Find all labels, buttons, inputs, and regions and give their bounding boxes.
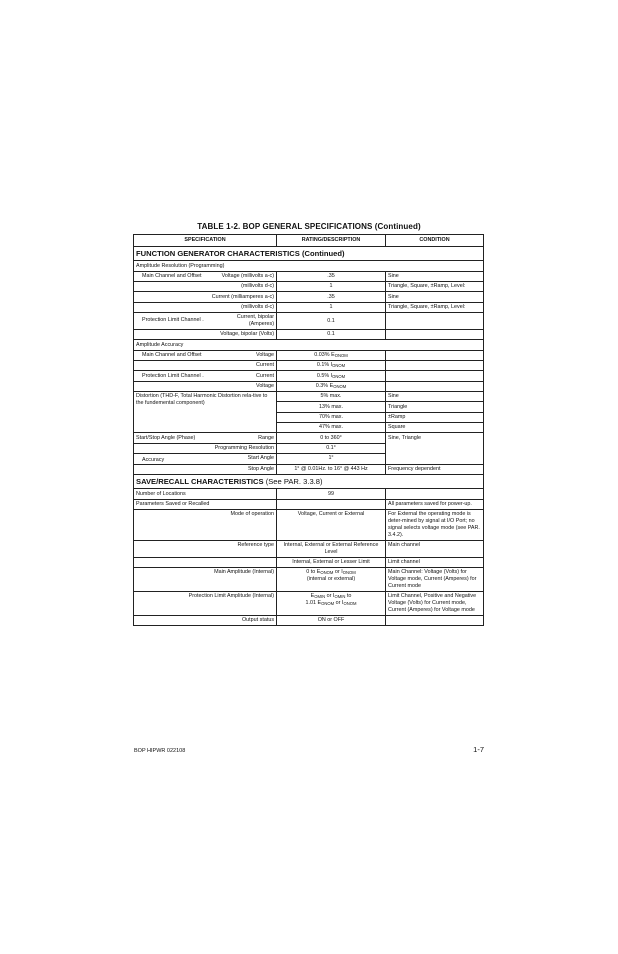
- parameter: Voltage (millivolts a-c): [209, 271, 277, 281]
- page-number: 1-7: [473, 745, 484, 754]
- table-header-row: [134, 235, 484, 247]
- rating: 0.1°: [277, 443, 386, 453]
- condition: Triangle, Square, ±Ramp, Level:: [386, 281, 484, 291]
- parameter: Voltage: [209, 350, 277, 360]
- parameter: Programming Resolution: [134, 443, 277, 453]
- condition: Sine: [386, 392, 484, 402]
- table-row: [134, 271, 484, 281]
- table-row: [134, 330, 484, 340]
- table-row: [134, 381, 484, 391]
- parameter: Protection Limit Amplitude (Internal): [134, 591, 277, 615]
- document-id: BOP HIPWR 022108: [134, 748, 186, 754]
- condition: Sine: [386, 271, 484, 281]
- parameter: Mode of operation: [209, 510, 277, 541]
- rating: 5% max.: [277, 392, 386, 402]
- table-title: TABLE 1-2. BOP GENERAL SPECIFICATIONS (Continued): [197, 222, 421, 231]
- sub-label: Main Channel and Offset: [134, 271, 209, 281]
- rating: 0.1: [277, 330, 386, 340]
- rating: .35: [277, 271, 386, 281]
- section-heading: SAVE/RECALL CHARACTERISTICS (See PAR. 3.3.8): [134, 474, 484, 488]
- condition: ±Ramp: [386, 412, 484, 422]
- rating: Voltage, Current or External: [277, 510, 386, 541]
- condition: Triangle: [386, 402, 484, 412]
- group-label: Distortion (THD-F, Total Harmonic Distortion rela-tive to the fundemental component): [134, 392, 277, 433]
- rating: 0 to 360°: [277, 433, 386, 443]
- rating: 0.03% $E_{ONOM}$: [277, 350, 386, 360]
- table-row: [134, 510, 484, 541]
- condition: Main channel: [386, 540, 484, 557]
- parameter: Reference type: [209, 540, 277, 557]
- rating: 0.3% $E_{ONOM}$: [277, 381, 386, 391]
- condition: Square: [386, 423, 484, 433]
- rating: Internal, External or External Reference Level: [277, 540, 386, 557]
- group-label: Number of Locations: [134, 489, 277, 499]
- condition: Frequency dependent: [386, 464, 484, 474]
- header-condition: CONDITION: [386, 235, 484, 247]
- specifications-table: [133, 234, 484, 626]
- group-label: Amplitude Accuracy: [134, 340, 484, 350]
- condition: For External the operating mode is deter-mined by signal at I/O Port; no signal selects voltage mode (see PAR. 3.4.2).: [386, 510, 484, 541]
- rating: 0.1: [277, 312, 386, 329]
- table-row: [134, 281, 484, 291]
- group-label: Start/Stop Angle (Phase): [134, 433, 209, 443]
- section-function-generator: [134, 246, 484, 260]
- rating: 13% max.: [277, 402, 386, 412]
- parameter: Current, bipolar (Amperes): [209, 312, 277, 329]
- table-row: [134, 591, 484, 615]
- rating: 1: [277, 302, 386, 312]
- condition: Main Channel: Voltage (Volts) for Voltage mode, Current (Amperes) for Current mode: [386, 568, 484, 592]
- parameter: Range: [209, 433, 277, 443]
- table-row: [134, 350, 484, 360]
- parameter: Voltage, bipolar (Volts): [209, 330, 277, 340]
- parameter: Start Angle: [209, 454, 277, 464]
- parameter: Current: [209, 371, 277, 381]
- sub-label: Accuracy: [134, 454, 209, 464]
- sub-label: Main Channel and Offset: [134, 350, 209, 360]
- table-row: [134, 302, 484, 312]
- rating: Internal, External or Lesser Limit: [277, 557, 386, 567]
- header-rating: RATING/DESCRIPTION: [277, 235, 386, 247]
- condition: Triangle, Square, ±Ramp, Level:: [386, 302, 484, 312]
- rating: 0.5% $I_{ONOM}$: [277, 371, 386, 381]
- table-row: [134, 499, 484, 509]
- sub-label: Protection Limit Channel .: [134, 371, 209, 381]
- rating: ON or OFF: [277, 615, 386, 625]
- parameter: Output status: [209, 615, 277, 625]
- rating: 70% max.: [277, 412, 386, 422]
- sub-label: Protection Limit Channel .: [134, 312, 209, 329]
- rating: 99: [277, 489, 386, 499]
- table-row: [134, 568, 484, 592]
- table-row: [134, 312, 484, 329]
- parameter: Current (milliamperes a-c): [134, 292, 277, 302]
- section-save-recall: [134, 474, 484, 488]
- table-row: [134, 489, 484, 499]
- table-row: [134, 361, 484, 371]
- header-specification: SPECIFICATION: [134, 235, 277, 247]
- rating: 1°: [277, 454, 386, 464]
- table-row: [134, 392, 484, 402]
- table-row: [134, 292, 484, 302]
- table-row: [134, 340, 484, 350]
- condition: Sine: [386, 292, 484, 302]
- rating: 1: [277, 281, 386, 291]
- parameter: Current: [209, 361, 277, 371]
- rating: .35: [277, 292, 386, 302]
- parameter: Stop Angle: [209, 464, 277, 474]
- rating: $E_{OMIN}$ or $I_{OMIN}$ to 1.01 $E_{ONOM}$ or $I_{ONOM}$: [277, 591, 386, 615]
- rating: 0.1% $I_{ONOM}$: [277, 361, 386, 371]
- table-row: [134, 371, 484, 381]
- table-row: [134, 540, 484, 557]
- rating: 0 to $E_{ONOM}$ or $I_{ONOM}$ (internal or external): [277, 568, 386, 592]
- section-heading: FUNCTION GENERATOR CHARACTERISTICS (Continued): [134, 246, 484, 260]
- rating: 47% max.: [277, 423, 386, 433]
- condition: Limit channel: [386, 557, 484, 567]
- parameter: Voltage: [209, 381, 277, 391]
- table-row: [134, 557, 484, 567]
- condition: Limit Channel, Positive and Negative Voltage (Volts) for Current mode, Current (Amperes) for Voltage mode: [386, 591, 484, 615]
- condition: All parameters saved for power-up.: [386, 499, 484, 509]
- table-row: [134, 433, 484, 443]
- parameter: (millivolts d-c): [209, 302, 277, 312]
- table-row: [134, 261, 484, 271]
- rating: 1° @ 0.01Hz. to 16° @ 443 Hz: [277, 464, 386, 474]
- condition: Sine, Triangle: [386, 433, 484, 464]
- parameter: Main Amplitude (Internal): [209, 568, 277, 592]
- group-label: Parameters Saved or Recalled: [134, 499, 277, 509]
- table-row: [134, 615, 484, 625]
- parameter: (millivolts d-c): [209, 281, 277, 291]
- group-label: Amplitude Resolution (Programming): [134, 261, 484, 271]
- table-row: [134, 464, 484, 474]
